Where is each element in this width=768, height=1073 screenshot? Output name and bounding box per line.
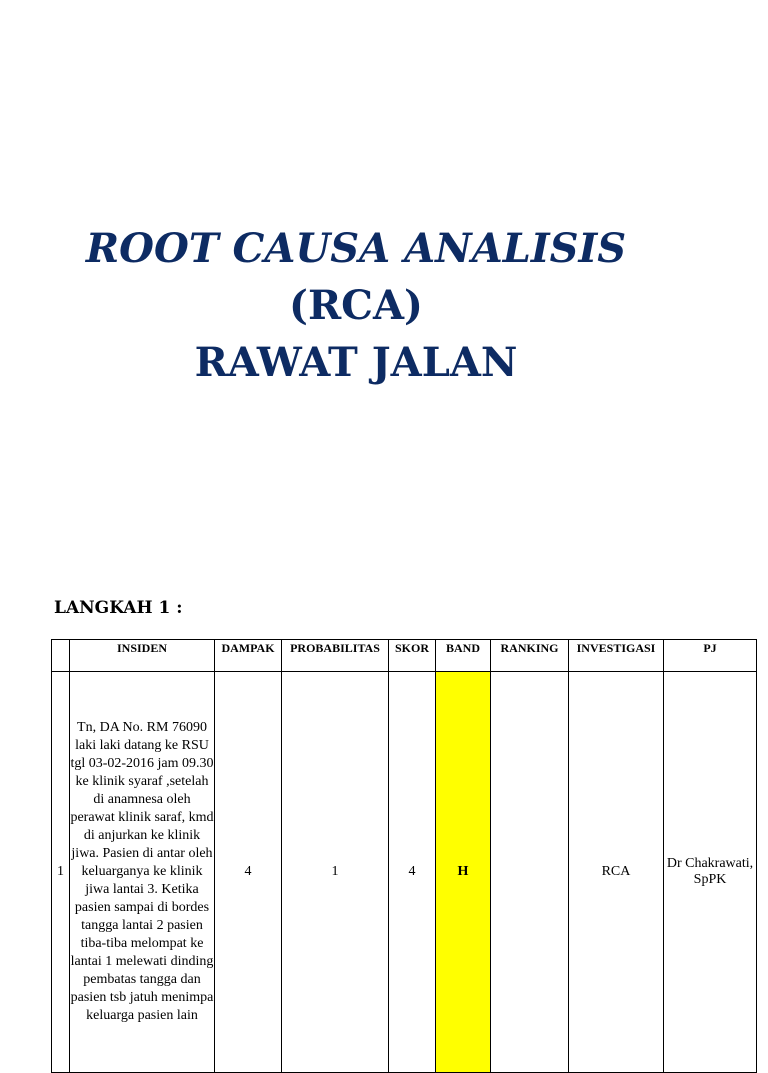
- title-line-2: (RCA): [289, 282, 423, 329]
- cell-ranking: [491, 672, 569, 1073]
- header-skor: SKOR: [389, 640, 436, 672]
- cell-pj: Dr Chakrawati, SpPK: [664, 672, 757, 1073]
- cell-band: H: [436, 672, 491, 1073]
- document-title: [0, 220, 712, 391]
- header-pj: PJ: [664, 640, 757, 672]
- header-ranking: RANKING: [491, 640, 569, 672]
- header-dampak: DAMPAK: [215, 640, 282, 672]
- header-no: [52, 640, 70, 672]
- cell-investigasi: RCA: [569, 672, 664, 1073]
- title-line-3: RAWAT JALAN: [194, 339, 518, 386]
- cell-no: 1: [52, 672, 70, 1073]
- cell-skor: 4: [389, 672, 436, 1073]
- header-probabilitas: PROBABILITAS: [282, 640, 389, 672]
- header-band: BAND: [436, 640, 491, 672]
- cell-insiden: Tn, DA No. RM 76090 laki laki datang ke RSU tgl 03-02-2016 jam 09.30 ke klinik syaraf ,setelah di anamnesa oleh perawat klinik saraf, kmd di anjurkan ke klinik jiwa. Pasien di antar oleh keluarganya ke klinik jiwa lantai 3. Ketika pasien sampai di bordes tangga lantai 2 pasien tiba-tiba melompat ke lantai 1 melewati dinding pembatas tangga dan pasien tsb jatuh menimpa keluarga pasien lain: [70, 672, 215, 1073]
- header-investigasi: INVESTIGASI: [569, 640, 664, 672]
- cell-dampak: 4: [215, 672, 282, 1073]
- table-row: [52, 672, 757, 1073]
- table-header-row: [52, 640, 757, 672]
- step-label: LANGKAH 1 :: [54, 598, 183, 618]
- title-line-1: ROOT CAUSA ANALISIS: [85, 225, 627, 272]
- cell-probabilitas: 1: [282, 672, 389, 1073]
- rca-table: [51, 639, 757, 1073]
- header-insiden: INSIDEN: [70, 640, 215, 672]
